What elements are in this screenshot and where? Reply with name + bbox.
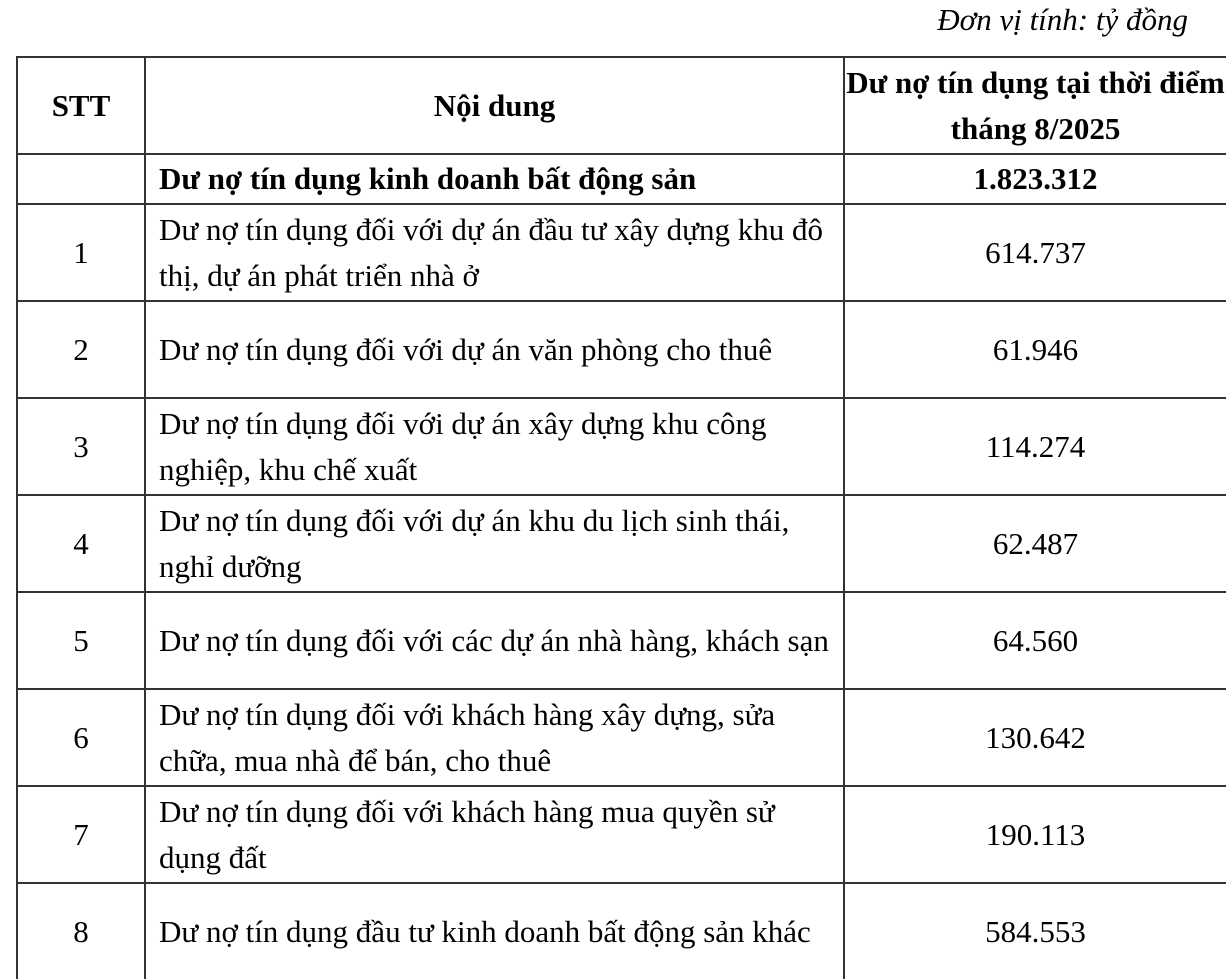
table-row xyxy=(17,398,1226,495)
row-stt: 7 xyxy=(17,786,145,883)
row-stt: 8 xyxy=(17,883,145,979)
row-content: Dư nợ tín dụng đối với dự án văn phòng cho thuê xyxy=(145,301,844,398)
table-row xyxy=(17,689,1226,786)
table-row xyxy=(17,786,1226,883)
row-value: 614.737 xyxy=(844,204,1226,301)
table-header-row xyxy=(17,57,1226,154)
credit-table xyxy=(16,56,1226,979)
row-content: Dư nợ tín dụng đối với khách hàng mua quyền sử dụng đất xyxy=(145,786,844,883)
row-value: 130.642 xyxy=(844,689,1226,786)
row-content: Dư nợ tín dụng đối với dự án xây dựng khu công nghiệp, khu chế xuất xyxy=(145,398,844,495)
row-content: Dư nợ tín dụng đối với khách hàng xây dựng, sửa chữa, mua nhà để bán, cho thuê xyxy=(145,689,844,786)
row-stt: 1 xyxy=(17,204,145,301)
total-content: Dư nợ tín dụng kinh doanh bất động sản xyxy=(145,154,844,204)
row-stt: 2 xyxy=(17,301,145,398)
row-stt: 5 xyxy=(17,592,145,689)
table-row xyxy=(17,204,1226,301)
row-content: Dư nợ tín dụng đối với các dự án nhà hàng, khách sạn xyxy=(145,592,844,689)
header-content: Nội dung xyxy=(145,57,844,154)
table-row xyxy=(17,301,1226,398)
row-stt: 4 xyxy=(17,495,145,592)
row-content: Dư nợ tín dụng đầu tư kinh doanh bất động sản khác xyxy=(145,883,844,979)
header-stt: STT xyxy=(17,57,145,154)
total-stt xyxy=(17,154,145,204)
row-value: 584.553 xyxy=(844,883,1226,979)
unit-label: Đơn vị tính: tỷ đồng xyxy=(937,2,1188,37)
row-value: 61.946 xyxy=(844,301,1226,398)
table-row xyxy=(17,495,1226,592)
row-value: 190.113 xyxy=(844,786,1226,883)
table-row xyxy=(17,592,1226,689)
header-value: Dư nợ tín dụng tại thời điểm tháng 8/2025 xyxy=(844,57,1226,154)
row-value: 62.487 xyxy=(844,495,1226,592)
total-value: 1.823.312 xyxy=(844,154,1226,204)
row-stt: 6 xyxy=(17,689,145,786)
row-content: Dư nợ tín dụng đối với dự án khu du lịch sinh thái, nghỉ dưỡng xyxy=(145,495,844,592)
row-value: 64.560 xyxy=(844,592,1226,689)
row-content: Dư nợ tín dụng đối với dự án đầu tư xây dựng khu đô thị, dự án phát triển nhà ở xyxy=(145,204,844,301)
row-stt: 3 xyxy=(17,398,145,495)
row-value: 114.274 xyxy=(844,398,1226,495)
table-row xyxy=(17,883,1226,979)
total-row xyxy=(17,154,1226,204)
